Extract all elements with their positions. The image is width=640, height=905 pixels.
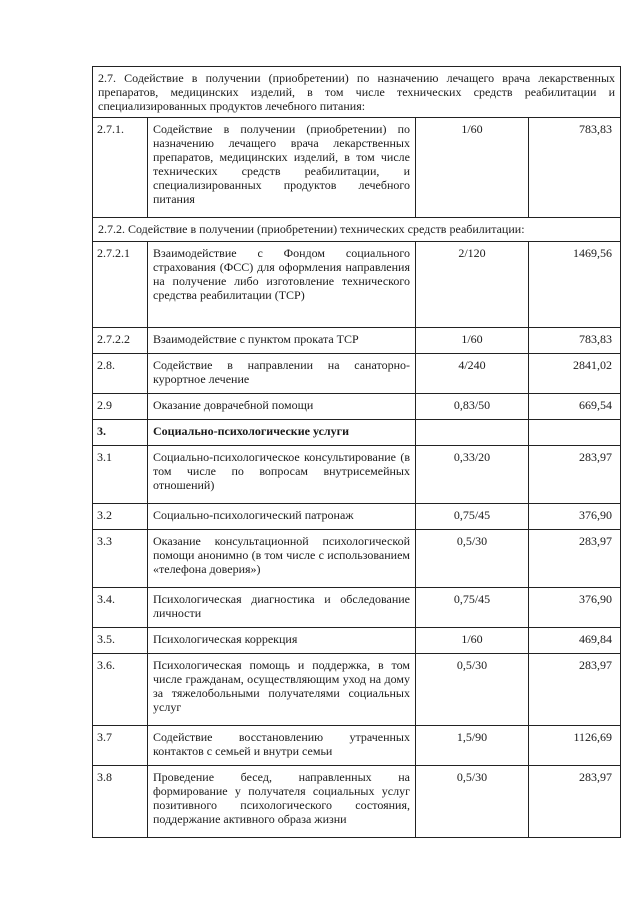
service-name-cell: Проведение бесед, направленных на формирование у получателя социальных услуг позитивного психологического состояния, поддержание активного образа жизни	[148, 766, 416, 838]
time-norm-cell: 1/60	[416, 628, 529, 654]
table-row	[93, 588, 621, 628]
section-title-cell: Социально-психологические услуги	[148, 420, 416, 446]
service-name-cell: Оказание доврачебной помощи	[148, 394, 416, 420]
price-cell: 376,90	[529, 588, 621, 628]
time-norm-cell: 1,5/90	[416, 726, 529, 766]
price-cell: 376,90	[529, 504, 621, 530]
table-row	[93, 766, 621, 838]
time-norm-cell: 0,33/20	[416, 446, 529, 504]
table-row	[93, 242, 621, 328]
time-norm-cell: 1/60	[416, 118, 529, 218]
table-row	[93, 530, 621, 588]
table-row	[93, 394, 621, 420]
service-name-cell: Содействие восстановлению утраченных контактов с семьей и внутри семьи	[148, 726, 416, 766]
time-norm-cell: 0,5/30	[416, 530, 529, 588]
price-cell: 783,83	[529, 328, 621, 354]
service-name-cell: Психологическая помощь и поддержка, в том числе гражданам, осуществляющим уход на дому за тяжелобольными получателями социальных услуг	[148, 654, 416, 726]
row-number-cell: 2.9	[93, 394, 148, 420]
service-name-cell: Психологическая коррекция	[148, 628, 416, 654]
service-name-cell: Оказание консультационной психологической помощи анонимно (в том числе с использованием «телефона доверия»)	[148, 530, 416, 588]
row-number-cell: 2.7.2.2	[93, 328, 148, 354]
price-cell: 669,54	[529, 394, 621, 420]
table-row	[93, 446, 621, 504]
table-row	[93, 654, 621, 726]
time-norm-cell: 0,5/30	[416, 654, 529, 726]
service-name-cell: Содействие в направлении на санаторно-курортное лечение	[148, 354, 416, 394]
price-cell: 783,83	[529, 118, 621, 218]
section-header-cell: 2.7. Содействие в получении (приобретении) по назначению лечащего врача лекарственных препаратов, медицинских изделий, в том числе технических средств реабилитации и специализированных продуктов лечебного питания:	[93, 67, 621, 118]
service-name-cell: Социально-психологический патронаж	[148, 504, 416, 530]
row-number-cell: 3.4.	[93, 588, 148, 628]
row-number-cell: 2.7.2.1	[93, 242, 148, 328]
services-table	[92, 66, 621, 838]
row-number-cell: 3.7	[93, 726, 148, 766]
row-number-cell: 3.3	[93, 530, 148, 588]
table-row	[93, 118, 621, 218]
empty-cell	[529, 420, 621, 446]
time-norm-cell: 4/240	[416, 354, 529, 394]
price-cell: 2841,02	[529, 354, 621, 394]
section-title-row	[93, 420, 621, 446]
service-name-cell: Социально-психологическое консультирование (в том числе по вопросам внутрисемейных отношений)	[148, 446, 416, 504]
section-number-cell: 3.	[93, 420, 148, 446]
table-row	[93, 504, 621, 530]
subsection-header-row	[93, 218, 621, 242]
service-name-cell: Взаимодействие с Фондом социального страхования (ФСС) для оформления направления на получение либо изготовление технического средства реабилитации (ТСР)	[148, 242, 416, 328]
table-row	[93, 354, 621, 394]
price-cell: 283,97	[529, 530, 621, 588]
price-cell: 1126,69	[529, 726, 621, 766]
price-cell: 283,97	[529, 766, 621, 838]
services-table-body	[93, 67, 621, 838]
price-cell: 469,84	[529, 628, 621, 654]
service-name-cell: Психологическая диагностика и обследование личности	[148, 588, 416, 628]
time-norm-cell: 0,5/30	[416, 766, 529, 838]
row-number-cell: 2.7.1.	[93, 118, 148, 218]
time-norm-cell: 1/60	[416, 328, 529, 354]
time-norm-cell: 0,75/45	[416, 588, 529, 628]
row-number-cell: 3.5.	[93, 628, 148, 654]
section-header-row	[93, 67, 621, 118]
subsection-header-cell: 2.7.2. Содействие в получении (приобретении) технических средств реабилитации:	[93, 218, 621, 242]
price-cell: 283,97	[529, 654, 621, 726]
price-cell: 283,97	[529, 446, 621, 504]
table-row	[93, 328, 621, 354]
time-norm-cell: 0,83/50	[416, 394, 529, 420]
price-cell: 1469,56	[529, 242, 621, 328]
table-row	[93, 726, 621, 766]
time-norm-cell: 0,75/45	[416, 504, 529, 530]
row-number-cell: 3.6.	[93, 654, 148, 726]
service-name-cell: Взаимодействие с пунктом проката ТСР	[148, 328, 416, 354]
row-number-cell: 3.2	[93, 504, 148, 530]
table-row	[93, 628, 621, 654]
time-norm-cell: 2/120	[416, 242, 529, 328]
empty-cell	[416, 420, 529, 446]
service-name-cell: Содействие в получении (приобретении) по назначению лечащего врача лекарственных препаратов, медицинских изделий, в том числе технических средств реабилитации, и специализированных продуктов лечебного питания	[148, 118, 416, 218]
row-number-cell: 3.8	[93, 766, 148, 838]
row-number-cell: 2.8.	[93, 354, 148, 394]
row-number-cell: 3.1	[93, 446, 148, 504]
